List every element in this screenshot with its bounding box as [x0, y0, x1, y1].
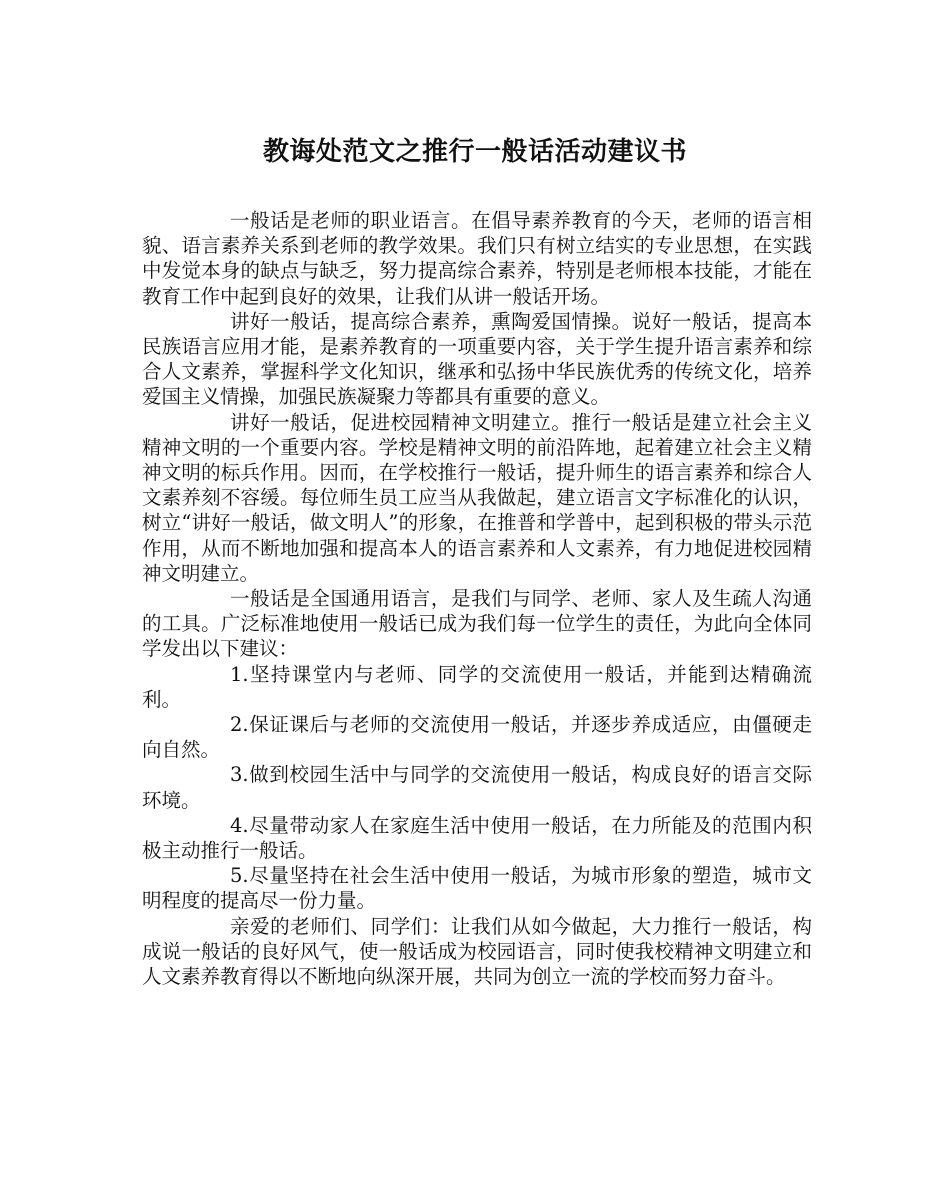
paragraph-patriotism: 讲好一般话，提高综合素养，熏陶爱国情操。说好一般话，提高本民族语言应用才能，是素养教育的一项重要内容，关于学生提升语言素养和综合人文素养，掌握科学文化知识，继承和弘扬中华民族优秀的传统文化，培养爱国主义情操，加强民族凝聚力等都具有重要的意义。	[142, 309, 812, 409]
proposal-item-2: 2.保证课后与老师的交流使用一般话，并逐步养成适应，由僵硬走向自然。	[142, 713, 812, 762]
paragraph-closing: 亲爱的老师们、同学们：让我们从如今做起，大力推行一般话，构成说一般话的良好风气，使一般话成为校园语言，同时使我校精神文明建立和人文素养教育得以不断地向纵深开展，共同为创立一流的学校而努力奋斗。	[142, 914, 812, 989]
proposal-item-1: 1.坚持课堂内与老师、同学的交流使用一般话，并能到达精确流利。	[142, 662, 812, 711]
paragraph-campus-civilization: 讲好一般话，促进校园精神文明建立。推行一般话是建立社会主义精神文明的一个重要内容。学校是精神文明的前沿阵地，起着建立社会主义精神文明的标兵作用。因而，在学校推行一般话，提升师生的语言素养和综合人文素养刻不容缓。每位师生员工应当从我做起，建立语言文字标准化的认识，树立“讲好一般话，做文明人”的形象，在推普和学普中，起到积极的带头示范作用，从而不断地加强和提高本人的语言素养和人文素养，有力地促进校园精神文明建立。	[142, 410, 812, 585]
proposal-item-4: 4.尽量带动家人在家庭生活中使用一般话，在力所能及的范围内积极主动推行一般话。	[142, 813, 812, 863]
document-body	[142, 208, 812, 989]
paragraph-proposal-intro: 一般话是全国通用语言，是我们与同学、老师、家人及生疏人沟通的工具。广泛标准地使用一般话已成为我们每一位学生的责任，为此向全体同学发出以下建议：	[142, 587, 812, 661]
proposal-item-3: 3.做到校园生活中与同学的交流使用一般话，构成良好的语言交际环境。	[142, 763, 812, 812]
paragraph-intro: 一般话是老师的职业语言。在倡导素养教育的今天，老师的语言相貌、语言素养关系到老师的教学效果。我们只有树立结实的专业思想，在实践中发觉本身的缺点与缺乏，努力提高综合素养，特别是老师根本技能，才能在教育工作中起到良好的效果，让我们从讲一般话开场。	[142, 209, 812, 308]
proposal-item-5: 5.尽量坚持在社会生活中使用一般话，为城市形象的塑造，城市文明程度的提高尽一份力量。	[142, 864, 812, 913]
document-title: 教诲处范文之推行一般话活动建议书	[262, 137, 687, 167]
